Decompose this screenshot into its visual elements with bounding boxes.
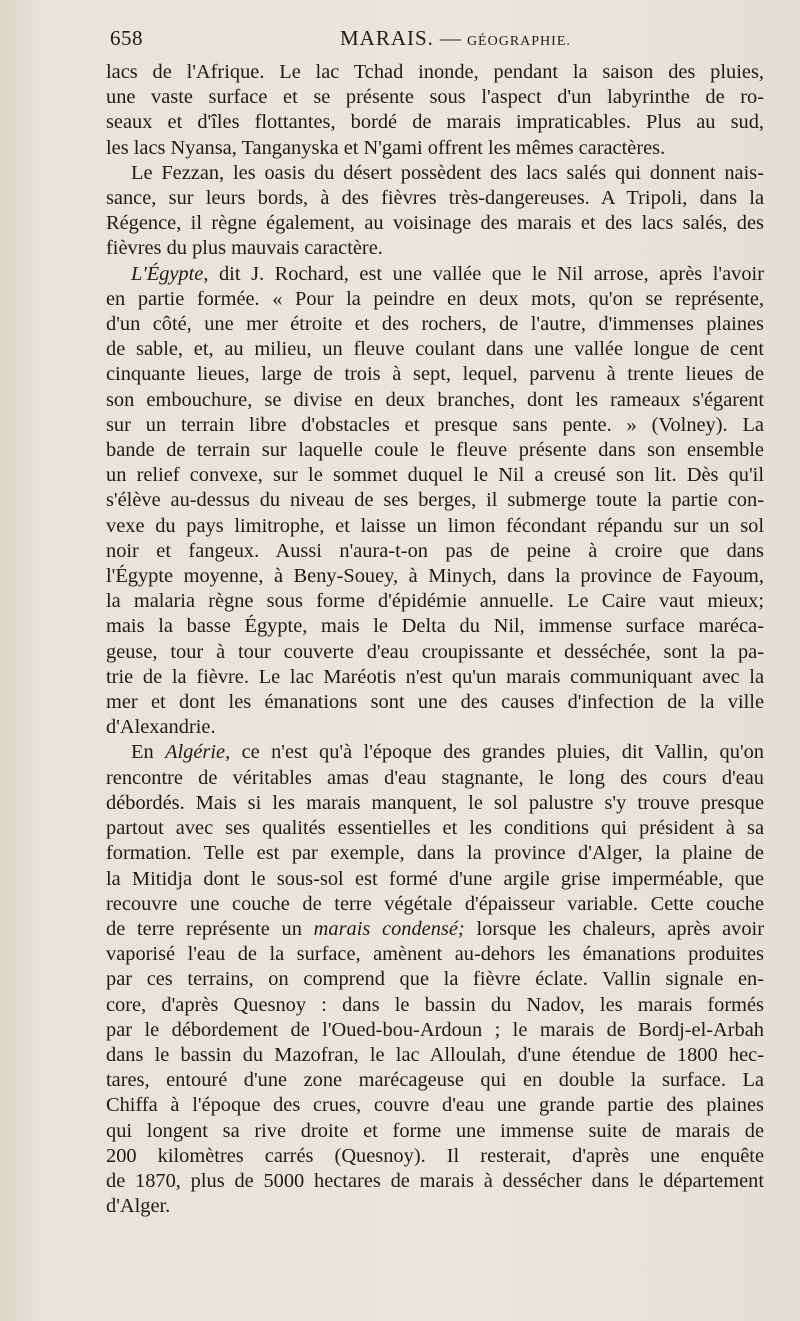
text-line: tares, entouré d'une zone marécageuse qui en double la surface. La — [106, 1069, 764, 1092]
text-line: 200 kilomètres carrés (Quesnoy). Il resterait, d'après une enquête — [106, 1144, 764, 1167]
running-title-sub: GÉOGRAPHIE. — [466, 34, 571, 49]
text-line: de terre représente un marais condensé; lorsque les chaleurs, après avoir — [106, 917, 764, 940]
text-line: sur un terrain libre d'obstacles et presque sans pente. » (Volney). La — [106, 413, 764, 436]
text-line: recouvre une couche de terre végétale d'épaisseur variable. Cette couche — [106, 892, 764, 915]
paragraph-4 — [106, 740, 764, 1219]
text-line: geuse, tour à tour couverte d'eau croupissante et desséchée, sont la pa- — [106, 640, 764, 663]
text-line: rencontre de véritables amas d'eau stagnante, le long des cours d'eau — [106, 766, 764, 789]
text-line: Régence, il règne également, au voisinage des marais et des lacs salés, des — [106, 212, 764, 235]
text-line: Le Fezzan, les oasis du désert possèdent des lacs salés qui donnent nais- — [131, 161, 764, 184]
text-line: la malaria règne sous forme d'épidémie annuelle. Le Caire vaut mieux; — [106, 590, 764, 613]
text-line: vexe du pays limitrophe, et laisse un limon fécondant répandu sur un sol — [106, 514, 764, 537]
text-line: sance, sur leurs bords, à des fièvres très-dangereuses. A Tripoli, dans la — [106, 187, 764, 210]
paragraph-3 — [106, 262, 764, 741]
text-line: mais la basse Égypte, mais le Delta du Nil, immense surface maréca- — [106, 615, 764, 638]
text-line: par ces terrains, on comprend que la fièvre éclate. Vallin signale en- — [106, 968, 764, 991]
text-line: les lacs Nyansa, Tanganyska et N'gami offrent les mêmes caractères. — [106, 136, 666, 159]
paragraph-2 — [106, 161, 764, 262]
text-line: par le débordement de l'Oued-bou-Ardoun ; le marais de Bordj-el-Arbah — [106, 1018, 764, 1041]
text-line: bande de terrain sur laquelle coule le fleuve présente dans son ensemble — [106, 439, 764, 462]
text-line: d'Alexandrie. — [106, 716, 216, 739]
running-title-dash: — — [439, 26, 462, 50]
text-line: l'Égypte moyenne, à Beny-Souey, à Minych, dans la province de Fayoum, — [106, 565, 764, 588]
body-text — [106, 60, 764, 1219]
text-line: mer et dont les émanations sont une des causes d'infection de la ville — [106, 691, 764, 714]
text-line: formation. Telle est par exemple, dans la province d'Alger, la plaine de — [106, 842, 764, 865]
text-line: core, d'après Quesnoy : dans le bassin du Nadov, les marais formés — [106, 993, 764, 1016]
paragraph-1 — [106, 60, 764, 161]
text-line: cinquante lieues, large de trois à sept, lequel, parvenu à trente lieues de — [106, 363, 764, 386]
text-line: en partie formée. « Pour la peindre en deux mots, qu'on se représente, — [106, 287, 764, 310]
text-line: s'élève au-dessus du niveau de ses berges, il submerge toute la partie con- — [106, 489, 764, 512]
running-title — [210, 26, 764, 51]
text-line: L'Égypte, dit J. Rochard, est une vallée que le Nil arrose, après l'avoir — [131, 262, 764, 285]
text-line: vaporisé l'eau de la surface, amènent au-dehors les émanations produites — [106, 943, 764, 966]
text-line: son embouchure, se divise en deux branches, dont les rameaux s'égarent — [106, 388, 764, 411]
text-line: lacs de l'Afrique. Le lac Tchad inonde, pendant la saison des pluies, — [106, 61, 764, 83]
text-line: d'Alger. — [106, 1195, 171, 1218]
text-line: trie de la fièvre. Le lac Maréotis n'est qu'un marais communiquant avec la — [106, 665, 764, 688]
text-line: Chiffa à l'époque des crues, couvre d'eau une grande partie des plaines — [106, 1094, 764, 1117]
running-title-main: MARAIS. — [340, 26, 434, 50]
italic-term: Algérie — [165, 741, 226, 764]
text-line: dans le bassin du Mazofran, le lac Alloulah, d'une étendue de 1800 hec- — [106, 1043, 764, 1066]
text-line: d'un côté, une mer étroite et des rochers, de l'autre, d'immenses plaines — [106, 313, 764, 336]
running-head — [106, 26, 764, 60]
text-line: seaux et d'îles flottantes, bordé de marais impraticables. Plus au sud, — [106, 111, 764, 134]
text-line: la Mitidja dont le sous-sol est formé d'une argile grise imperméable, que — [106, 867, 764, 890]
text-line: de sable, et, au milieu, un fleuve coulant dans une vallée longue de cent — [106, 338, 764, 361]
text-line: En Algérie, ce n'est qu'à l'époque des grandes pluies, dit Vallin, qu'on — [131, 741, 764, 764]
text-line: une vaste surface et se présente sous l'aspect d'un labyrinthe de ro- — [106, 86, 764, 109]
text-line: fièvres du plus mauvais caractère. — [106, 237, 383, 260]
text-line: un relief convexe, sur le sommet duquel le Nil a creusé son lit. Dès qu'il — [106, 464, 764, 487]
text-line: noir et fangeux. Aussi n'aura-t-on pas de peine à croire que dans — [106, 539, 764, 562]
page-number: 658 — [110, 26, 143, 50]
text-line: qui longent sa rive droite et forme une immense suite de marais de — [106, 1119, 764, 1142]
text-line: de 1870, plus de 5000 hectares de marais à dessécher dans le département — [106, 1169, 764, 1192]
italic-term: L'Égypte — [131, 262, 204, 285]
text-line: partout avec ses qualités essentielles et les conditions qui président à sa — [106, 817, 764, 840]
text-line: débordés. Mais si les marais manquent, le sol palustre s'y trouve presque — [106, 791, 764, 814]
